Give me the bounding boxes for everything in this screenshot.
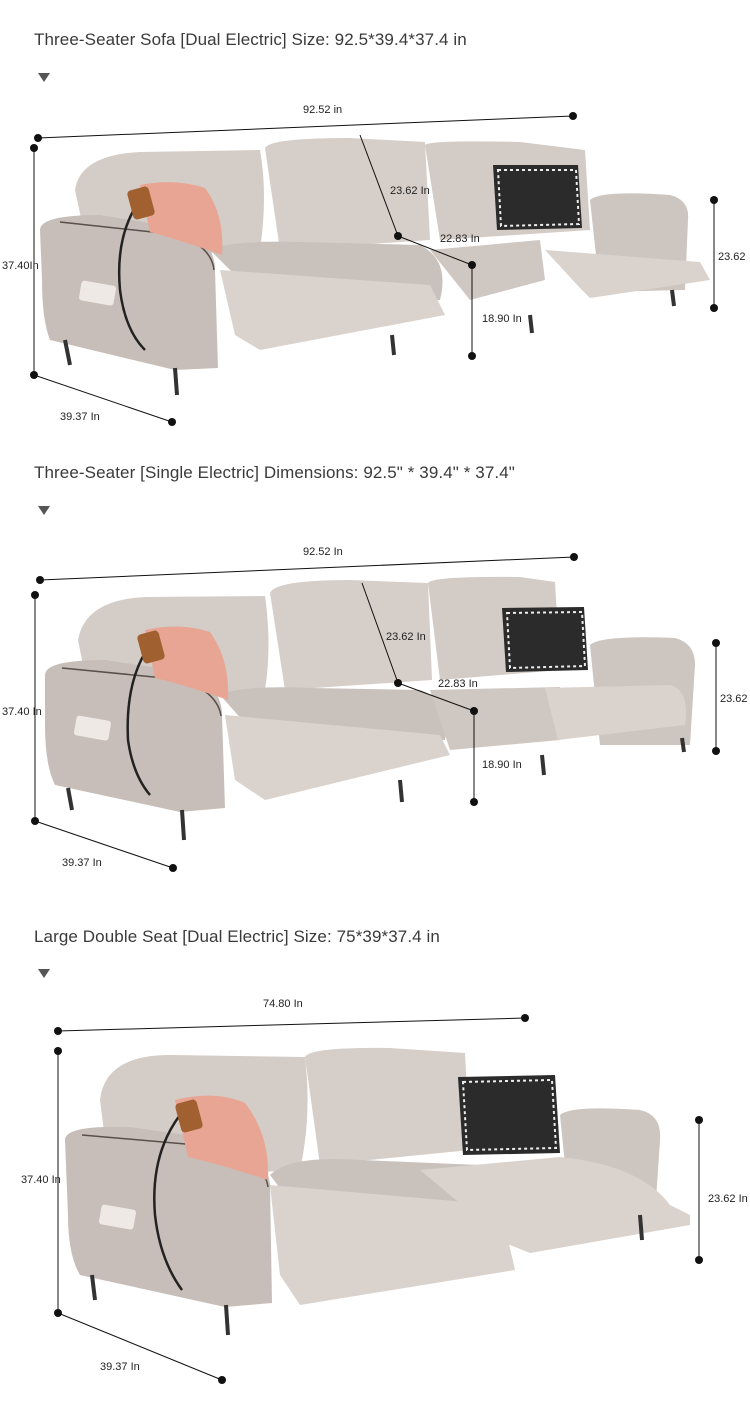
sofa-illustration [0, 915, 750, 1401]
sofa-section-3 [0, 915, 750, 1401]
seat-height-label: 23.62 [720, 693, 748, 705]
seat-height-label: 23.62 In [708, 1193, 748, 1205]
section-title: Three-Seater Sofa [Dual Electric] Size: 92.5*39.4*37.4 in [34, 30, 467, 49]
leg-label: 18.90 In [482, 759, 522, 771]
width-label: 92.52 in [303, 104, 343, 116]
depth-label: 39.37 In [100, 1361, 140, 1373]
height-label: 37.40 In [2, 706, 42, 718]
section-title: Three-Seater [Single Electric] Dimensions: 92.5" * 39.4" * 37.4" [34, 463, 515, 482]
depth-label: 39.37 In [62, 857, 102, 869]
leg-label: 18.90 In [482, 313, 522, 325]
sofa-illustration [0, 0, 750, 440]
height-label: 37.40In [2, 260, 39, 272]
sofa-illustration [0, 450, 750, 890]
width-label: 92.52 In [303, 546, 343, 558]
sofa-image [65, 1048, 690, 1335]
width-label: 74.80 In [263, 998, 303, 1010]
depth-label: 39.37 In [60, 411, 100, 423]
pillow-houndstooth-icon [458, 1075, 560, 1155]
seat-height-label: 23.62 [718, 251, 746, 263]
sofa-image [40, 138, 710, 395]
pillow-houndstooth-icon [493, 165, 582, 230]
section-title: Large Double Seat [Dual Electric] Size: 75*39*37.4 in [34, 927, 440, 946]
seat-depth-label: 22.83 In [438, 678, 478, 690]
back-label: 23.62 In [390, 185, 430, 197]
sofa-section-1 [0, 0, 750, 440]
pillow-houndstooth-icon [502, 607, 588, 672]
seat-depth-label: 22.83 In [440, 233, 480, 245]
back-label: 23.62 In [386, 631, 426, 643]
sofa-section-2 [0, 450, 750, 890]
height-label: 37.40 In [21, 1174, 61, 1186]
sofa-image [45, 577, 695, 840]
